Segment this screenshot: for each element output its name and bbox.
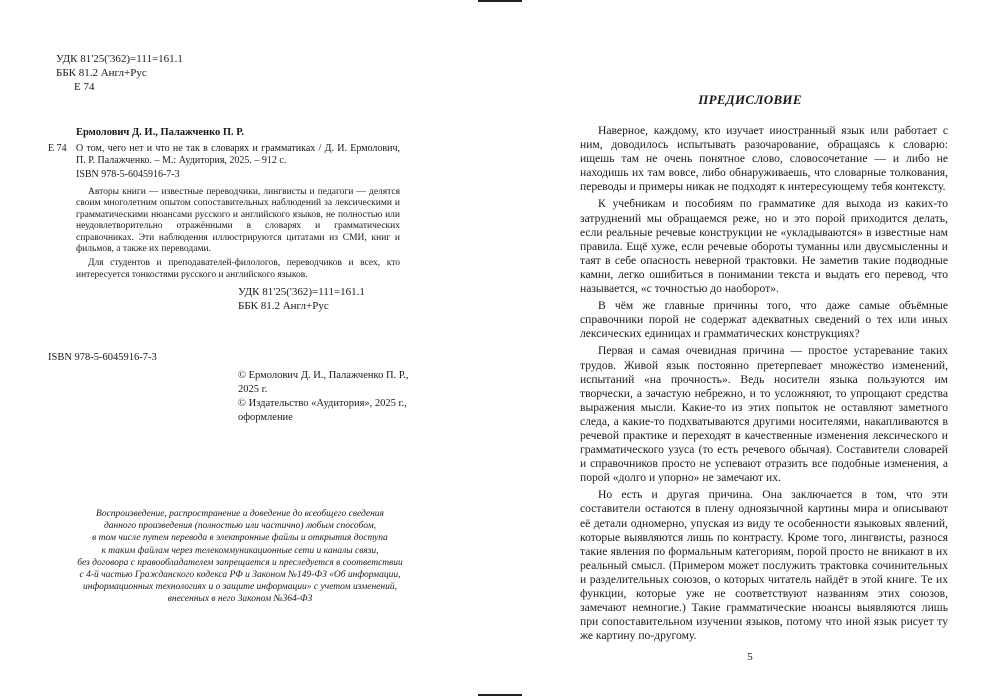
isbn-standalone: ISBN 978-5-6045916-7-3 (48, 352, 157, 363)
right-page-preface (500, 0, 1000, 696)
author-mark: Е 74 (74, 81, 95, 93)
bbk-code: ББК 81.2 Англ+Рус (56, 67, 147, 79)
annotation-paragraph: Авторы книги — известные переводчики, лингвисты и педагоги — делятся своим многолетним опытом сопоставительных наблюдений за лексическими и грамматическими нюансами русского и английского языков, не полностью или неудовлетворительно отражёнными в словарях и грамматических справочниках. Эти наблюдения иллюстрируются цитатами из СМИ, книг и фильмов, а также их переводами. (76, 187, 400, 255)
preface-paragraph: Наверное, каждому, кто изучает иностранный язык или работает с ним, доводилось испытывать разочарование, обращаясь к словарю: ищешь там не очень понятное слово, словосочетание — и либо не находишь их там вовсе, либо обнаруживаешь, что словарные толкования, переводы и примеры никак не подходят к интересующему тебя контексту. (580, 124, 948, 194)
preface-body (580, 124, 948, 646)
legal-notice (56, 508, 424, 606)
legal-line: с 4-й частью Гражданского кодекса РФ и Законом №149-ФЗ «Об информации, (79, 570, 401, 581)
preface-paragraph: Но есть и другая причина. Она заключается в том, что эти составители остаются в плену одноязычной картины мира и описывают её детали одномерно, упуская из виду те особенности языковых явлений, которые выявляются лишь по контрасту. Кроме того, лингвисты, разнося такие явления по формальным категориям, порой просто не вникают в их реальный смысл. (Примером может послужить трактовка сочинительных и разделительных союзов, о которых читатель найдёт в этой книге. Те их функции, которые уже не соответствуют названиям этих союзов, замечают немногие.) Такие грамматические нюансы выявляются лишь при сопоставительном изучении языков, потому что иной язык рисует ту же картину по-другому. (580, 488, 948, 643)
catalog-code: Е 74 (48, 142, 67, 154)
catalog-authors: Ермолович Д. И., Палажченко П. Р. (76, 127, 245, 138)
udk-code-repeat: УДК 81'25('362)=111=161.1 (238, 286, 365, 298)
udk-classification-top (56, 52, 183, 94)
copyright-design: оформление (238, 412, 293, 423)
udk-code: УДК 81'25('362)=111=161.1 (56, 53, 183, 65)
legal-line: данного произведения (полностью или частично) любым способом, (103, 521, 377, 532)
catalog-card (48, 127, 400, 281)
catalog-description: О том, чего нет и что не так в словарях и грамматиках / Д. И. Ермолович, П. Р. Палажченко. – М.: Аудитория, 2025. – 912 с. (76, 142, 400, 166)
catalog-entry (48, 143, 400, 168)
copyright-block (238, 369, 428, 425)
copyright-publisher: © Издательство «Аудитория», 2025 г., (238, 398, 407, 409)
copyright-authors: © Ермолович Д. И., Палажченко П. Р., 2025 г. (238, 370, 409, 395)
legal-line: к таким файлам через телекоммуникационные сети и каналы связи, (101, 545, 379, 556)
annotation-paragraph: Для студентов и преподавателей-филологов, переводчиков и всех, кто интересуется тонкостями русского и английского языков. (76, 258, 400, 280)
catalog-annotation (48, 187, 400, 281)
udk-classification-repeat (238, 285, 365, 313)
legal-line: в том числе путем перевода в электронные файлы и открытия доступа (92, 533, 388, 544)
legal-line: без договора с правообладателем запрещается и преследуется в соответствии (77, 557, 403, 568)
preface-paragraph: К учебникам и пособиям по грамматике для выхода из каких-то затруднений мы обращаемся реже, но и это порой приходится делать, если реальные речевые конструкции не «укладываются» в известные нам правила. Ещё хуже, если речевые обороты туманны или двусмысленны и таят в себе опасность неверной трактовки. Не заметив такие подводные камни, легко ошибиться в понимании текста и выдать его перевод, что называется, «с точностью до наоборот». (580, 197, 948, 296)
legal-line: Воспроизведение, распространение и доведение до всеобщего сведения (96, 509, 384, 519)
catalog-isbn: ISBN 978-5-6045916-7-3 (76, 168, 180, 180)
legal-line: информационных технологиях и о защите информации» с учетом изменений, (82, 582, 397, 593)
preface-title: ПРЕДИСЛОВИЕ (698, 92, 802, 107)
preface-paragraph: Первая и самая очевидная причина — простое устаревание таких трудов. Живой язык постоянно претерпевает множество изменений, испытаний «на прочность». Ведь носители языка пользуются им творчески, а зачастую небрежно, и то усложняют, то упрощают средства выражения мысли. Какие-то из этих попыток не оставляют заметного следа, а какие-то подхватываются другими носителями, накапливаются в речевой практике и переходят в качественные изменения лексического и грамматического узуса (то есть речевого обычая). Составители словарей и справочников просто не успевают отразить все подобные изменения, а порой «долго и упорно» не замечают их. (580, 344, 948, 485)
bbk-code-repeat: ББК 81.2 Англ+Рус (238, 300, 329, 312)
legal-line: внесенных в него Законом №364-ФЗ (167, 594, 313, 605)
page-number: 5 (747, 651, 753, 663)
preface-paragraph: В чём же главные причины того, что даже самые объёмные справочники порой не содержат адекватных сведений о тех или иных лексических единицах и грамматических конструкциях? (580, 299, 948, 341)
